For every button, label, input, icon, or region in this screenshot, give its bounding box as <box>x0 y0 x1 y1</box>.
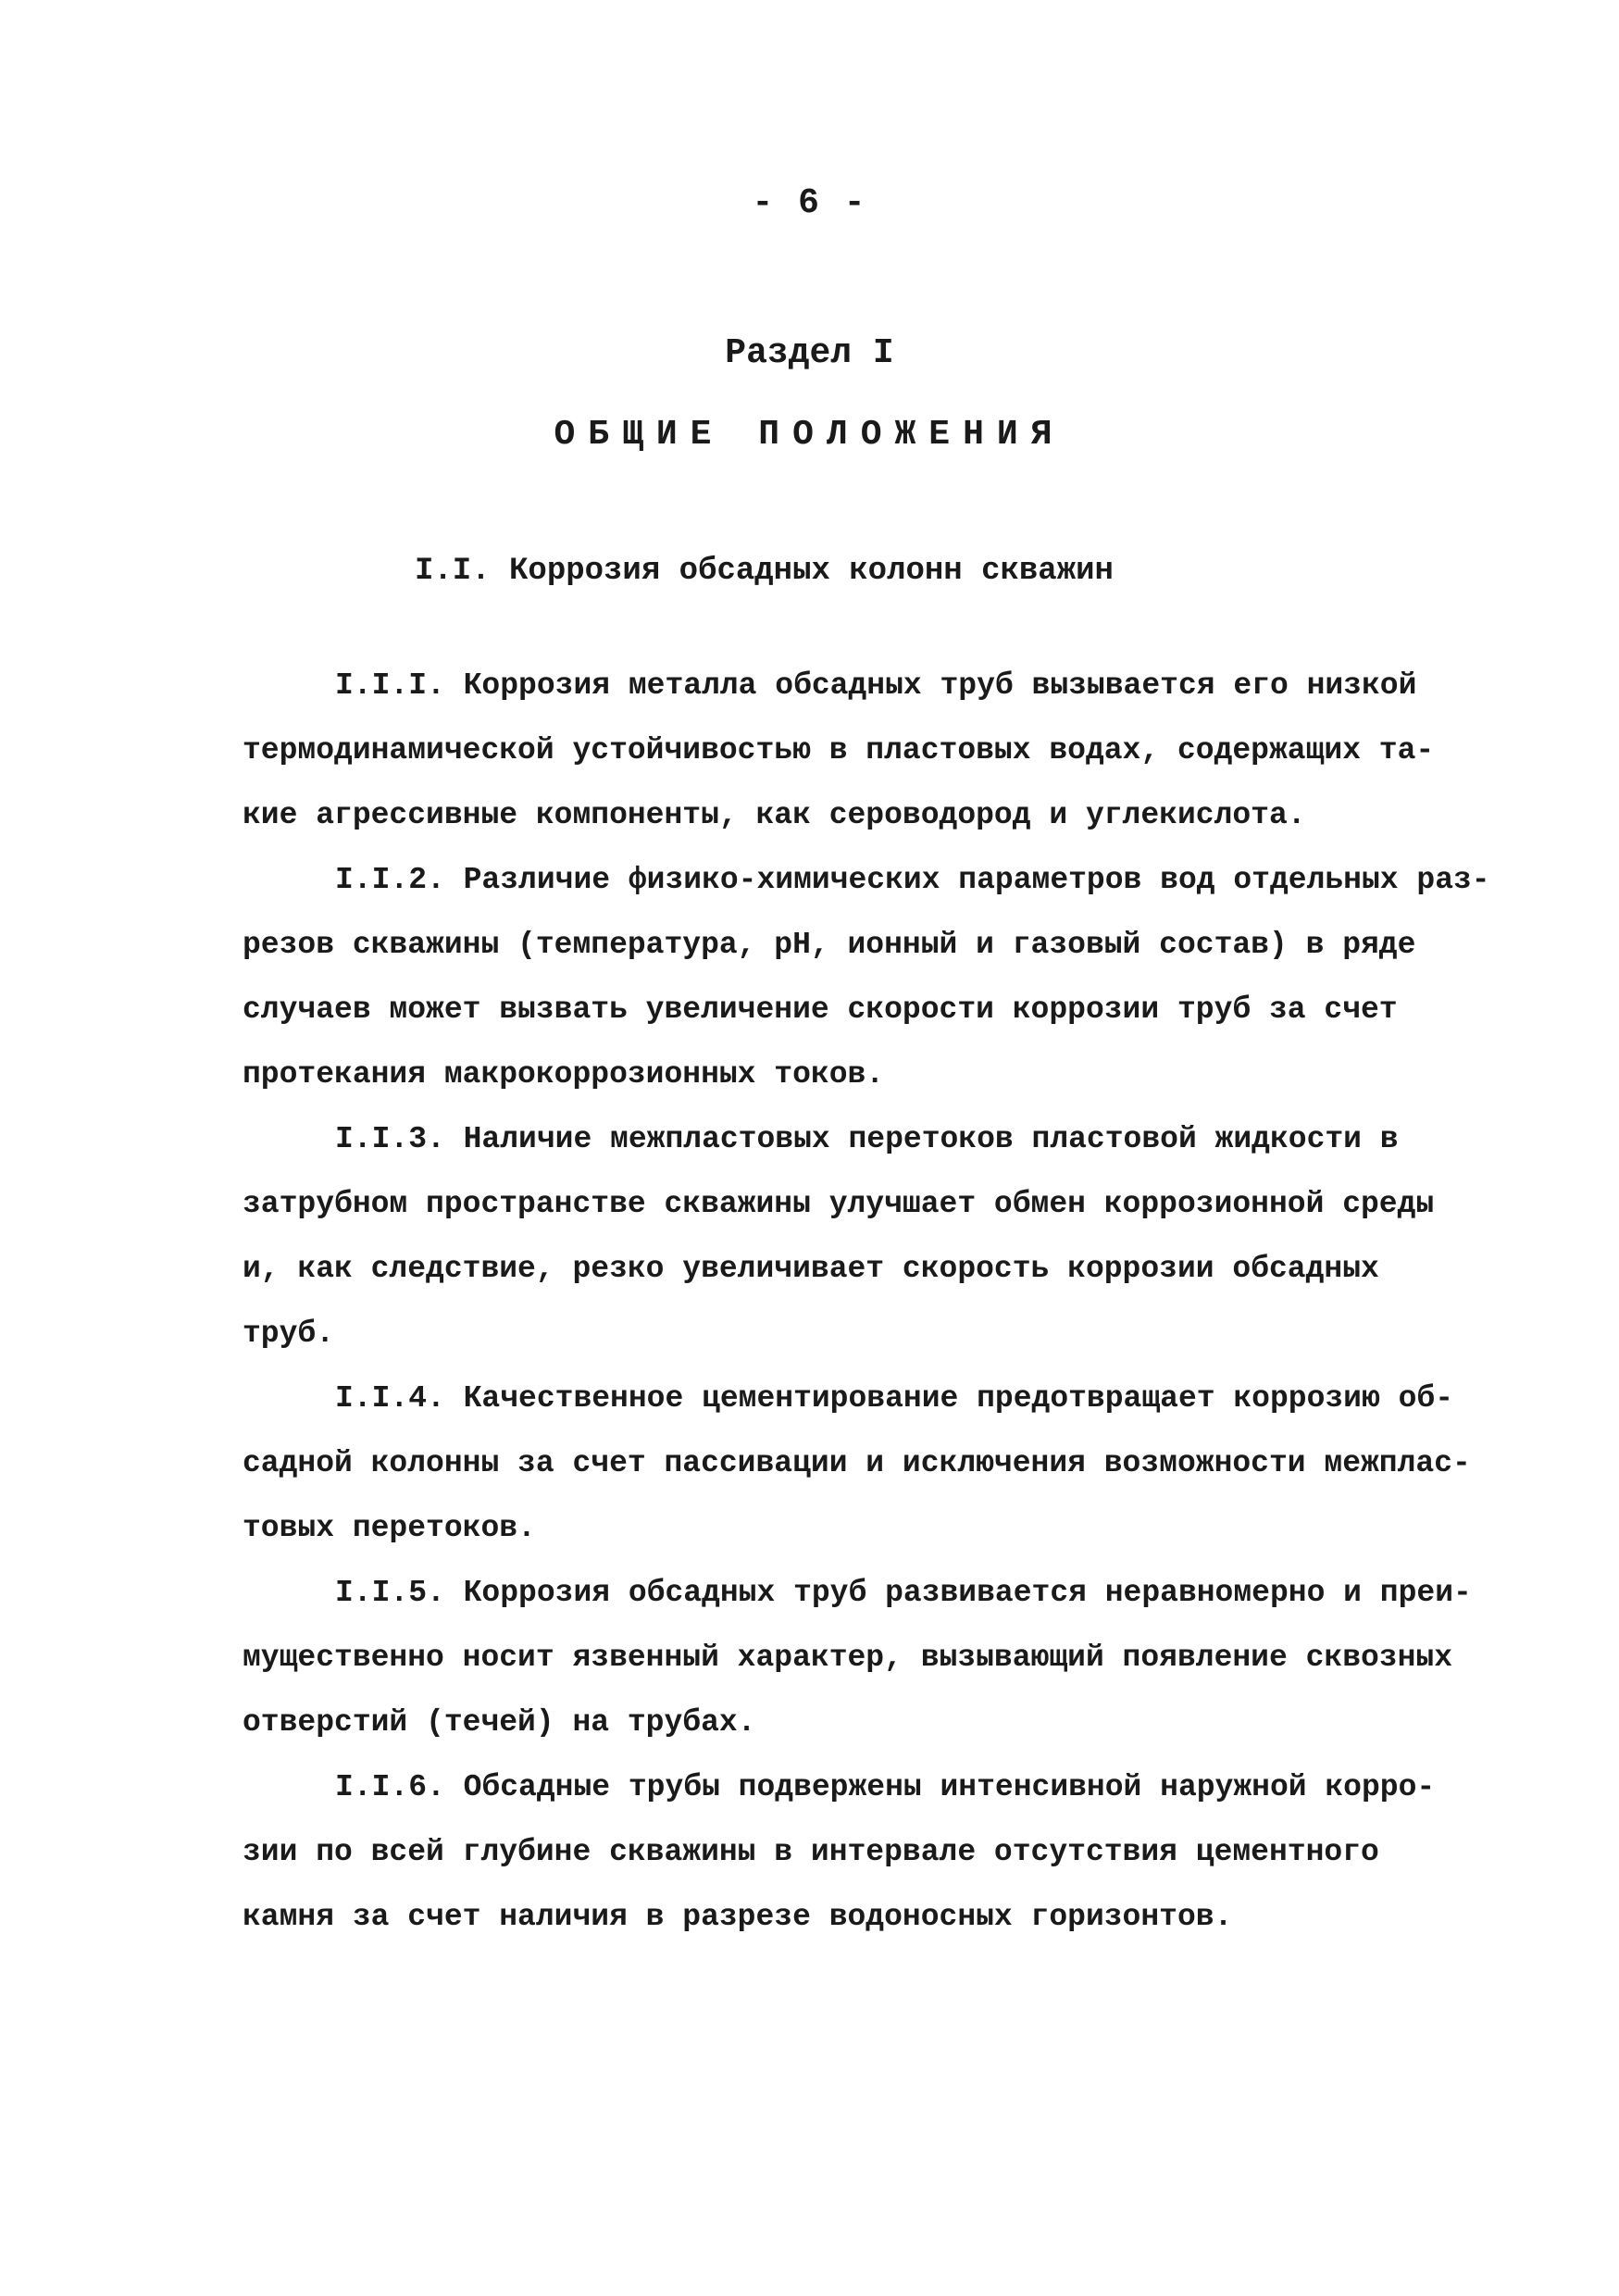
paragraph-line: протекания макрокоррозионных токов. <box>243 1057 885 1092</box>
paragraph-line: и, как следствие, резко увеличивает скорость коррозии обсадных <box>243 1252 1379 1286</box>
paragraph-line: резов скважины (температура, pH, ионный и газовый состав) в ряде <box>243 928 1416 962</box>
paragraph-line: I.I.4. Качественное цементирование предотвращает коррозию об- <box>335 1381 1453 1416</box>
page-number: - 6 - <box>752 183 867 223</box>
paragraph-1-1-2 <box>243 848 1557 1107</box>
paragraph-1-1-1 <box>243 654 1557 848</box>
paragraph-1-1-3 <box>243 1107 1557 1366</box>
paragraph-1-1-6 <box>243 1755 1557 1950</box>
paragraph-line: I.I.3. Наличие межпластовых перетоков пластовой жидкости в <box>335 1122 1399 1156</box>
paragraph-line: термодинамической устойчивостью в пластовых водах, содержащих та- <box>243 733 1435 767</box>
paragraph-line: зии по всей глубине скважины в интервале отсутствия цементного <box>243 1835 1379 1869</box>
paragraph-line: труб. <box>243 1316 335 1351</box>
paragraph-line: случаев может вызвать увеличение скорости коррозии труб за счет <box>243 992 1398 1027</box>
paragraph-1-1-4 <box>243 1366 1557 1561</box>
section-label: Раздел I <box>725 333 894 373</box>
paragraph-line: I.I.6. Обсадные трубы подвержены интенсивной наружной корро- <box>335 1770 1436 1804</box>
paragraph-line: товых перетоков. <box>243 1511 536 1545</box>
paragraph-line: I.I.I. Коррозия металла обсадных труб вызывается его низкой <box>335 668 1417 703</box>
paragraph-line: мущественно носит язвенный характер, вызывающий появление сквозных <box>243 1641 1453 1675</box>
paragraph-line: садной колонны за счет пассивации и исключения возможности межплас- <box>243 1446 1471 1480</box>
paragraph-1-1-5 <box>243 1561 1557 1755</box>
paragraph-line: кие агрессивные компоненты, как сероводород и углекислота. <box>243 798 1306 832</box>
paragraph-line: отверстий (течей) на трубах. <box>243 1705 756 1740</box>
body-text <box>243 654 1557 1950</box>
paragraph-line: камня за счет наличия в разрезе водоносных горизонтов. <box>243 1900 1233 1934</box>
subsection-heading: I.I. Коррозия обсадных колонн скважин <box>415 554 1114 589</box>
section-title: ОБЩИЕ ПОЛОЖЕНИЯ <box>554 415 1065 455</box>
paragraph-line: затрубном пространстве скважины улучшает обмен коррозионной среды <box>243 1187 1435 1221</box>
paragraph-line: I.I.5. Коррозия обсадных труб развивается неравномерно и преи- <box>335 1576 1472 1610</box>
paragraph-line: I.I.2. Различие физико-химических параметров вод отдельных раз- <box>335 863 1490 897</box>
